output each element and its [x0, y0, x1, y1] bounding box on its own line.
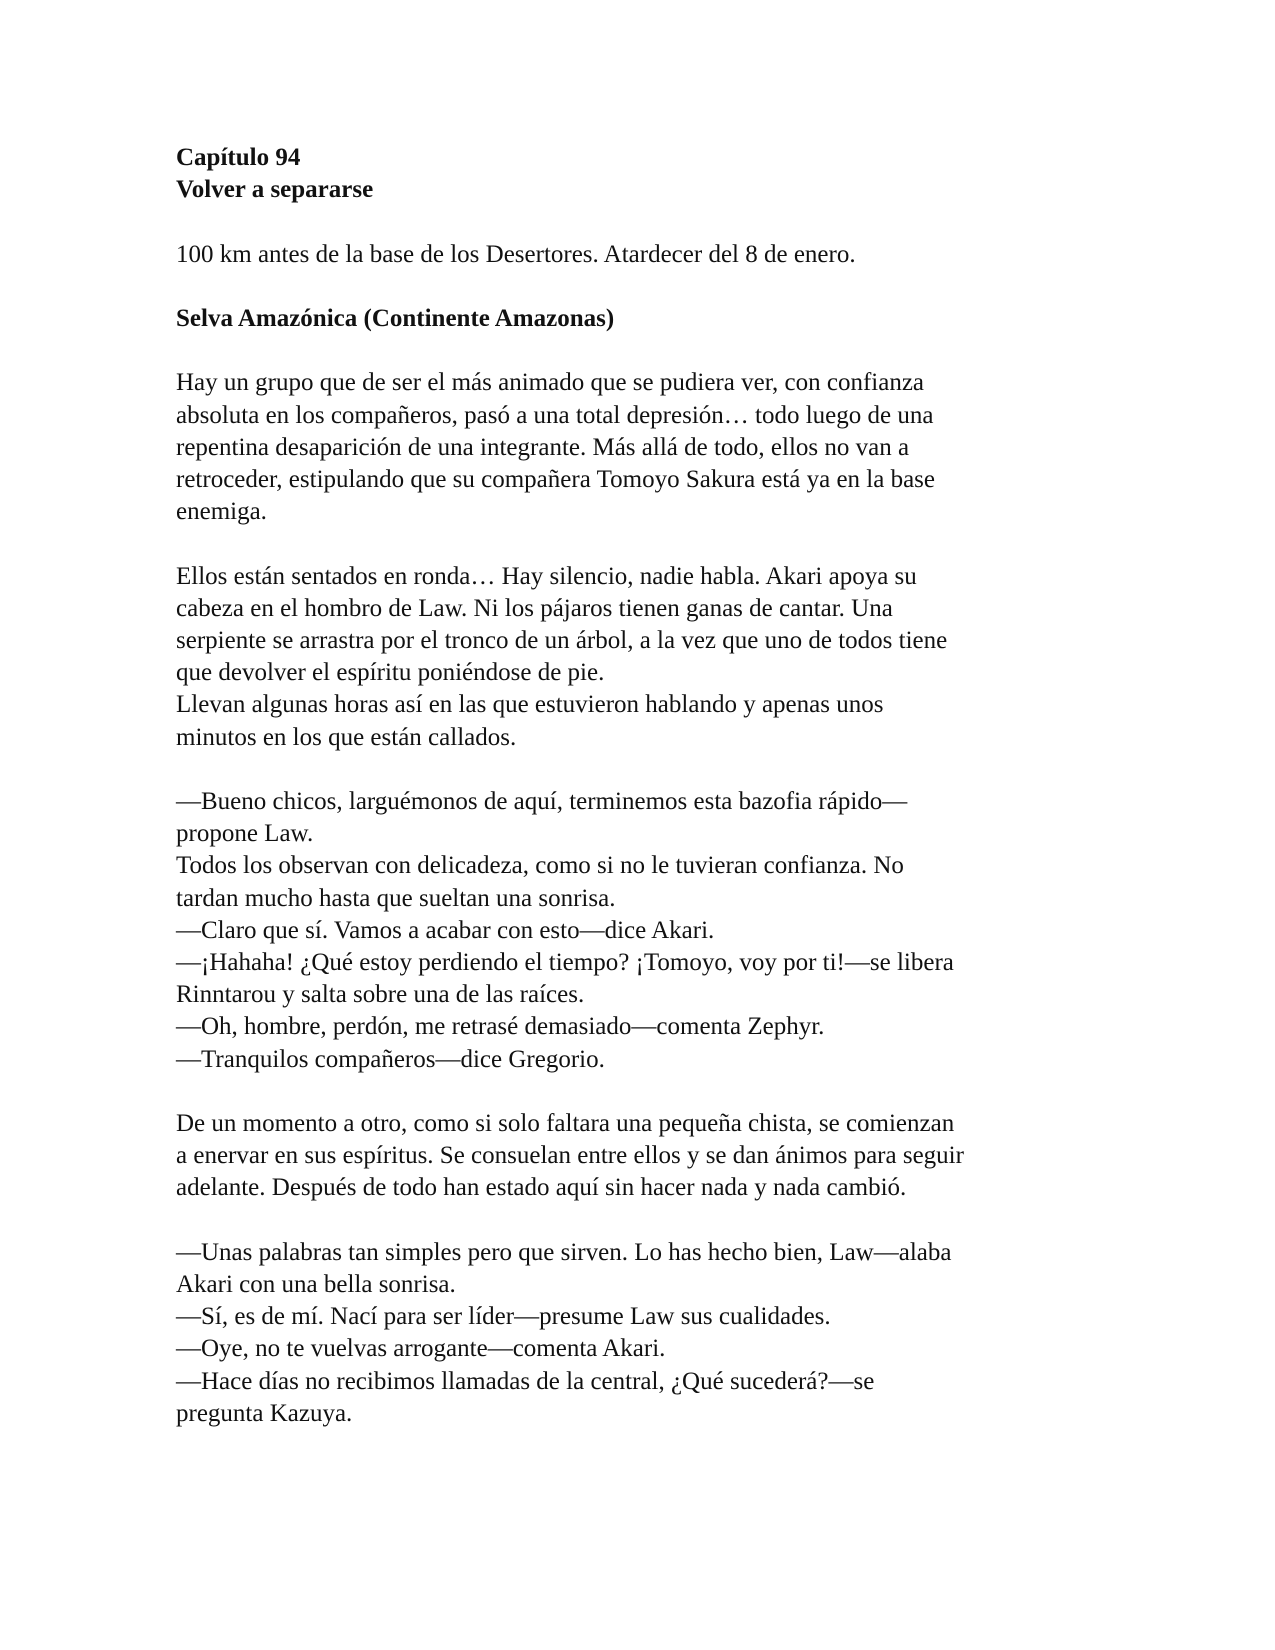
time-place-line: 100 km antes de la base de los Desertores. Atardecer del 8 de enero. — [176, 240, 856, 268]
text-line: Hay un grupo que de ser el más animado que se pudiera ver, con confianza — [176, 369, 925, 397]
dialogue-line: propone Law. — [176, 820, 314, 848]
dialogue-line: —Tranquilos compañeros—dice Gregorio. — [176, 1045, 605, 1073]
dialogue-line: —Hace días no recibimos llamadas de la central, ¿Qué sucederá?—se — [176, 1367, 875, 1395]
spacer — [176, 206, 1106, 238]
text-line: a enervar en sus espíritus. Se consuelan entre ellos y se dan ánimos para seguir — [176, 1142, 964, 1170]
text-line: adelante. Después de todo han estado aquí sin hacer nada y nada cambió. — [176, 1174, 907, 1202]
text-line: repentina desaparición de una integrante. Más allá de todo, ellos no van a — [176, 433, 910, 461]
dialogue-line: —¡Hahaha! ¿Qué estoy perdiendo el tiempo? ¡Tomoyo, voy por ti!—se libera — [176, 949, 954, 976]
dialogue-line: Todos los observan con delicadeza, como si no le tuvieran confianza. No — [176, 852, 904, 880]
dialogue-line: —Oh, hombre, perdón, me retrasé demasiado—comenta Zephyr. — [176, 1013, 825, 1041]
dialogue-line: —Oye, no te vuelvas arrogante—comenta Akari. — [176, 1335, 666, 1363]
paragraph-4 — [176, 1108, 1106, 1205]
text-line: retroceder, estipulando que su compañera Tomoyo Sakura está ya en la base — [176, 465, 936, 493]
text-line: absoluta en los compañeros, pasó a una total depresión… todo luego de una — [176, 401, 934, 429]
spacer — [176, 1076, 1106, 1108]
location-heading: Selva Amazónica (Continente Amazonas) — [176, 304, 615, 332]
text-line: que devolver el espíritu poniéndose de pie. — [176, 659, 605, 687]
dialogue-line: —Sí, es de mí. Nací para ser líder—presume Law sus cualidades. — [176, 1303, 831, 1331]
spacer — [176, 335, 1106, 367]
spacer — [176, 271, 1106, 303]
chapter-number: Capítulo 94 — [176, 144, 301, 171]
dialogue-line: Akari con una bella sonrisa. — [176, 1271, 456, 1298]
spacer — [176, 754, 1106, 786]
paragraph-5 — [176, 1237, 1106, 1430]
spacer — [176, 528, 1106, 560]
paragraph-2 — [176, 561, 1106, 754]
text-line: cabeza en el hombro de Law. Ni los pájaros tienen ganas de cantar. Una — [176, 594, 893, 622]
text-line: Ellos están sentados en ronda… Hay silencio, nadie habla. Akari apoya su — [176, 562, 917, 590]
paragraph-1 — [176, 367, 1106, 528]
text-line: enemiga. — [176, 498, 267, 526]
dialogue-line: pregunta Kazuya. — [176, 1399, 353, 1427]
dialogue-line: tardan mucho hasta que sueltan una sonrisa. — [176, 884, 616, 912]
dialogue-line: Rinntarou y salta sobre una de las raíces. — [176, 981, 585, 1009]
dialogue-line: —Bueno chicos, larguémonos de aquí, terminemos esta bazofia rápido— — [176, 787, 908, 815]
paragraph-3 — [176, 786, 1106, 1076]
text-line: De un momento a otro, como si solo faltara una pequeña chista, se comienzan — [176, 1110, 955, 1137]
text-line: minutos en los que están callados. — [176, 723, 517, 751]
text-line: Llevan algunas horas así en las que estuvieron hablando y apenas unos — [176, 691, 884, 719]
spacer — [176, 1205, 1106, 1237]
document-page — [176, 142, 1106, 1430]
chapter-title: Volver a separarse — [176, 176, 374, 204]
text-line: serpiente se arrastra por el tronco de un árbol, a la vez que uno de todos tiene — [176, 626, 948, 654]
dialogue-line: —Unas palabras tan simples pero que sirven. Lo has hecho bien, Law—alaba — [176, 1238, 952, 1266]
dialogue-line: —Claro que sí. Vamos a acabar con esto—dice Akari. — [176, 916, 715, 944]
